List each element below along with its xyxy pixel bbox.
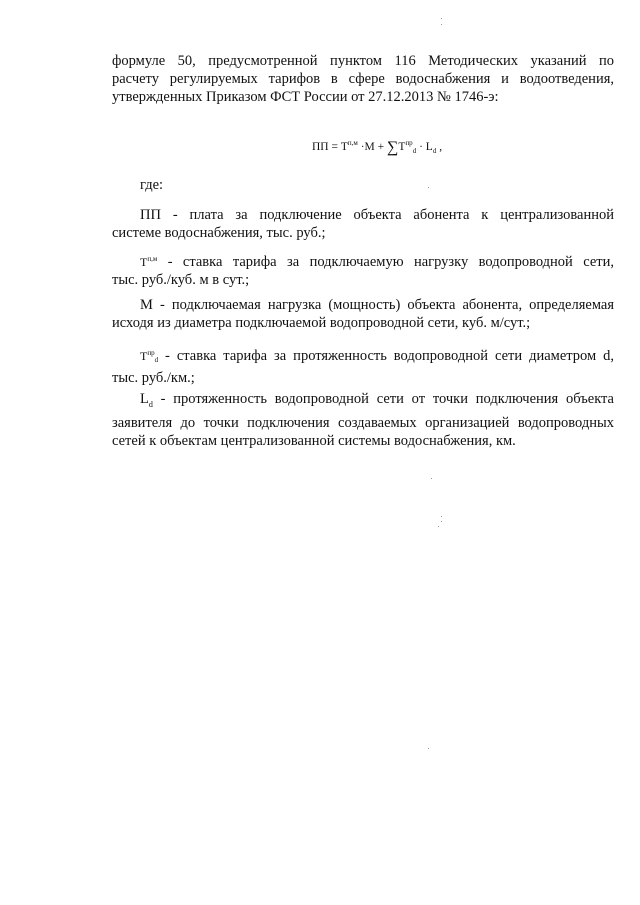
intro-line-2: расчету регулируемых тарифов в сфере водоснабжения и водоотведения, [112,71,614,87]
scan-speck [441,18,442,19]
scan-speck [441,521,442,522]
definition-tpm-line-1: $T^{п,м}$ - ставка тарифа за подключаемую нагрузку водопроводной сети, [140,254,614,270]
formula-l-sub: d [432,147,437,156]
intro-line-1: формуле 50, предусмотренной пунктом 116 Методических указаний по [112,53,614,69]
intro-line-3: утвержденных Приказом ФСТ России от 27.12.2013 № 1746-э: [112,89,499,105]
where-label: где: [140,177,164,193]
formula-l: L [425,140,433,153]
tpm-symbol: $T^{п,м}$ [140,255,158,269]
intro-paragraph [112,52,614,106]
tpr-symbol: $T^{пр}_d$ [140,349,159,364]
scan-speck [438,526,439,527]
definition-tpm-line-2: тыс. руб./куб. м в сут.; [112,272,250,288]
definition-ld-line-1: $L_d$ - протяженность водопроводной сети от точки подключения объекта [140,391,614,409]
formula-t2: T [398,140,406,153]
definition-tpm [112,250,614,289]
sum-symbol: ∑ [387,138,399,156]
scan-speck [431,478,432,479]
definition-ld-line-2: заявителя до точки подключения создаваемых организацией водопроводных [112,414,614,431]
formula-t2-sup: пр [405,139,413,147]
definition-m [112,296,614,332]
formula-mid: ·М + [357,140,387,153]
formula-lhs: ПП = [312,140,341,153]
definition-tpr [112,344,614,387]
definition-pp-line-2: системе водоснабжения, тыс. руб.; [112,225,326,241]
ld-symbol: $L_d$ [140,391,153,409]
definition-pp [112,206,614,242]
definition-tpr-line-2: тыс. руб./км.; [112,370,195,386]
formula-tail: , [436,140,443,153]
scan-speck [441,516,442,517]
definition-pp-line-1: ПП - плата за подключение объекта абонента к централизованной [140,207,614,223]
scan-speck [428,187,429,188]
definition-ld-line-3: сетей к объектам централизованной системы водоснабжения, км. [112,432,516,449]
definition-m-line-2: исходя из диаметра подключаемой водопроводной сети, куб. м/сут.; [112,315,531,331]
formula-t1-sup: п,м [347,139,358,147]
definition-ld [112,390,614,450]
scan-speck [441,24,442,25]
formula-t2-sub: d [412,147,417,156]
where-label-paragraph [112,176,614,194]
formula-t1: T [340,140,348,153]
formula-dot: · [416,140,426,153]
scan-speck [428,748,429,749]
payment-formula [312,136,442,158]
definition-tpr-line-1: $T^{пр}_d$ - ставка тарифа за протяженность водопроводной сети диаметром d, [140,348,614,364]
definition-m-line-1: М - подключаемая нагрузка (мощность) объекта абонента, определяемая [140,297,614,313]
